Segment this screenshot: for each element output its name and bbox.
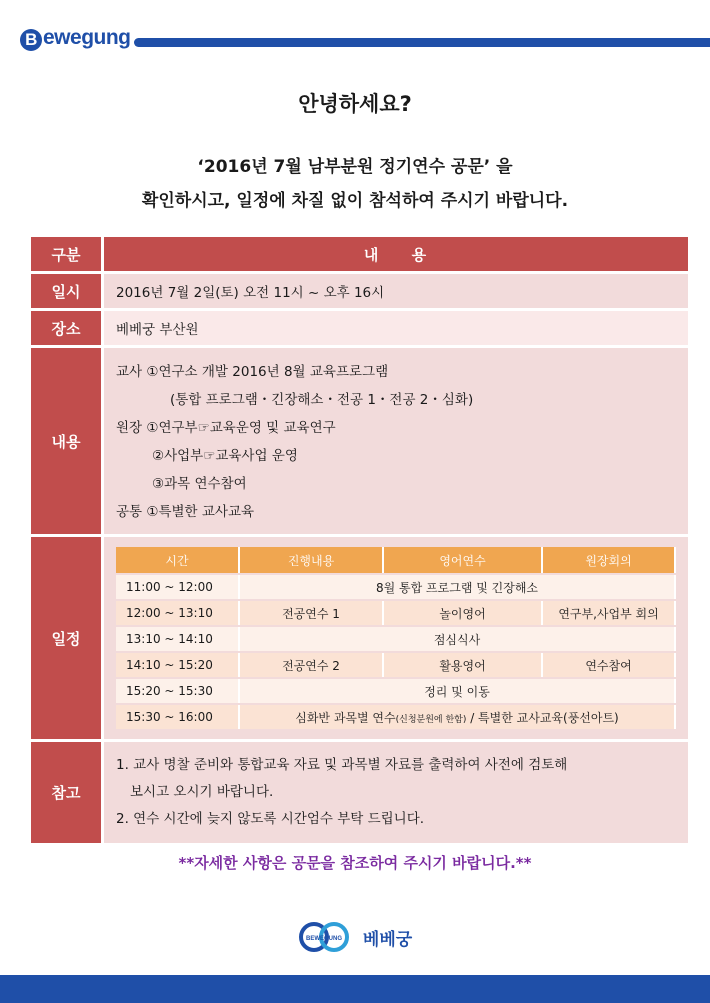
- brand-name: ewegung: [43, 26, 131, 49]
- intro-line-2: 확인하시고, 일정에 차질 없이 참석하여 주시기 바랍니다.: [141, 191, 569, 211]
- schedule-activity: 정리 및 이동: [240, 679, 676, 703]
- schedule-item: [116, 679, 676, 703]
- content-line: 원장 ①연구부☞교육운영 및 교육연구: [116, 420, 336, 436]
- schedule-director: 연구부,사업부 회의: [543, 601, 676, 625]
- schedule-time: 15:30 ~ 16:00: [116, 705, 240, 729]
- reference-row: [31, 742, 688, 843]
- content-row: [31, 348, 688, 534]
- schedule-table: [116, 545, 676, 731]
- schedule-director: 연수참여: [543, 653, 676, 677]
- reference-value: [101, 742, 688, 843]
- schedule-time: 14:10 ~ 15:20: [116, 653, 240, 677]
- intro-line-1: ‘2016년 7월 남부분원 정기연수 공문’ 을: [197, 157, 513, 177]
- schedule-english: 놀이영어: [384, 601, 543, 625]
- schedule-header: 영어연수: [384, 547, 543, 573]
- schedule-value: [101, 537, 688, 739]
- content-line: ③과목 연수참여: [152, 476, 247, 492]
- content-line: 교사 ①연구소 개발 2016년 8월 교육프로그램: [116, 364, 389, 380]
- schedule-item: [116, 705, 676, 729]
- schedule-item: [116, 575, 676, 599]
- footer-logo: [0, 922, 710, 952]
- schedule-header-row: [116, 547, 676, 573]
- schedule-item: [116, 627, 676, 651]
- activity-main: 심화반 과목별 연수: [295, 710, 396, 725]
- notice-text: **자세한 사항은 공문을 참조하여 주시기 바랍니다.**: [178, 854, 532, 872]
- schedule-activity: 8월 통합 프로그램 및 긴장해소: [240, 575, 676, 599]
- activity-extra: / 특별한 교사교육(풍선아트): [466, 710, 619, 725]
- schedule-activity: 전공연수 2: [240, 653, 384, 677]
- date-row: [31, 274, 688, 308]
- greeting: 안녕하세요?: [298, 92, 412, 116]
- content-line: ②사업부☞교육사업 운영: [152, 448, 298, 464]
- content-line: 공통 ①특별한 교사교육: [116, 504, 255, 520]
- reference-line: 2. 연수 시간에 늦지 않도록 시간엄수 부탁 드립니다.: [116, 811, 425, 827]
- content-line: (통합 프로그램・긴장해소・전공 1・전공 2・심화): [170, 392, 474, 408]
- schedule-time: 11:00 ~ 12:00: [116, 575, 240, 599]
- schedule-label: 일정: [31, 537, 101, 739]
- reference-line: 보시고 오시기 바랍니다.: [130, 784, 274, 800]
- schedule-row: [31, 537, 688, 739]
- footer-bar: [0, 975, 710, 1003]
- header-category: 구분: [31, 237, 101, 271]
- place-row: [31, 311, 688, 345]
- content-value: [101, 348, 688, 534]
- reference-line: 1. 교사 명찰 준비와 통합교육 자료 및 과목별 자료를 출력하여 사전에 검토해: [116, 757, 568, 773]
- content-label: 내용: [31, 348, 101, 534]
- schedule-header: 시간: [116, 547, 240, 573]
- schedule-activity: [240, 705, 676, 729]
- brand-initial: B: [20, 29, 42, 51]
- schedule-english: 활용영어: [384, 653, 543, 677]
- date-value: 2016년 7월 2일(토) 오전 11시 ~ 오후 16시: [101, 274, 688, 308]
- footer-logo-circle-text: BEWEGUNG: [305, 936, 342, 942]
- footer-logo-icon: [298, 922, 354, 952]
- schedule-item: [116, 601, 676, 625]
- schedule-header: 원장회의: [543, 547, 676, 573]
- schedule-activity: 전공연수 1: [240, 601, 384, 625]
- brand-logo: [20, 26, 131, 51]
- place-value: 베베궁 부산원: [101, 311, 688, 345]
- schedule-time: 12:00 ~ 13:10: [116, 601, 240, 625]
- activity-note: (신청분원에 한함): [395, 714, 467, 725]
- table-header-row: [31, 237, 688, 271]
- reference-label: 참고: [31, 742, 101, 843]
- info-table: [31, 234, 688, 846]
- schedule-item: [116, 653, 676, 677]
- schedule-header: 진행내용: [240, 547, 384, 573]
- header-content: 내 용: [101, 237, 688, 271]
- place-label: 장소: [31, 311, 101, 345]
- date-label: 일시: [31, 274, 101, 308]
- footer-logo-name: 베베궁: [362, 929, 413, 950]
- schedule-time: 13:10 ~ 14:10: [116, 627, 240, 651]
- schedule-time: 15:20 ~ 15:30: [116, 679, 240, 703]
- schedule-activity: 점심식사: [240, 627, 676, 651]
- header-bar: [134, 38, 710, 47]
